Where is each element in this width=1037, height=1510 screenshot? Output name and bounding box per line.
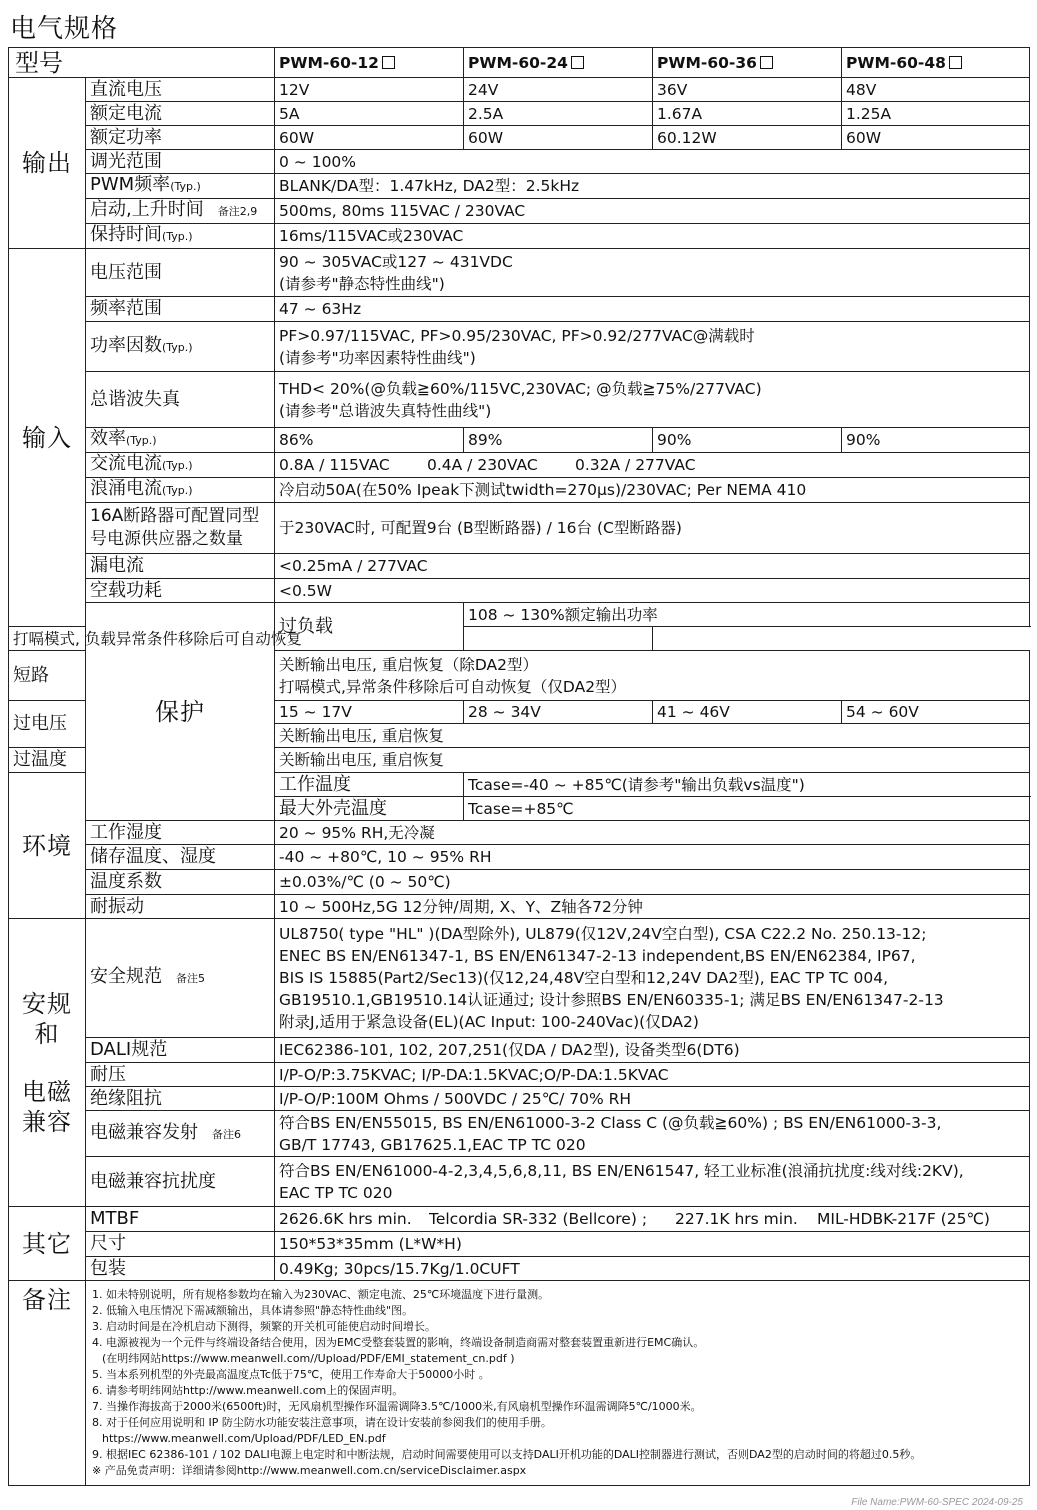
row-label: 工作温度 bbox=[275, 773, 464, 797]
value-cell: 36V bbox=[653, 78, 842, 102]
value-cell: 90 ~ 305VAC或127 ~ 431VDC (请参考"静态特性曲线") bbox=[275, 249, 1030, 297]
model-cell: PWM-60-36 bbox=[653, 48, 842, 78]
value-cell: 60W bbox=[842, 126, 1030, 150]
value-cell: <0.25mA / 277VAC bbox=[275, 554, 1030, 579]
value-cell: 20 ~ 95% RH,无冷凝 bbox=[275, 821, 1030, 845]
page-title: 电气规格 bbox=[10, 14, 119, 44]
spec-table bbox=[8, 47, 1030, 1486]
row-label: 过温度 bbox=[9, 748, 86, 773]
notes-list bbox=[86, 1281, 1030, 1486]
row-label: 储存温度、湿度 bbox=[86, 845, 275, 870]
value-cell: BLANK/DA型：1.47kHz, DA2型：2.5kHz bbox=[275, 174, 1030, 199]
value-cell: 86% bbox=[275, 428, 464, 453]
row-label: 直流电压 bbox=[86, 78, 275, 102]
value-cell: 48V bbox=[842, 78, 1030, 102]
row-label: PWM频率(Typ.) bbox=[86, 174, 275, 199]
value-cell: ±0.03%/℃ (0 ~ 50℃) bbox=[275, 870, 1030, 895]
value-cell: 关断输出电压, 重启恢复 bbox=[275, 724, 1030, 748]
section-output: 输出 bbox=[9, 78, 86, 249]
section-environment: 环境 bbox=[9, 773, 86, 919]
value-cell: 28 ~ 34V bbox=[464, 701, 653, 724]
row-label: 工作湿度 bbox=[86, 821, 275, 845]
row-label: DALI规范 bbox=[86, 1038, 275, 1063]
value-cell: 150*53*35mm (L*W*H) bbox=[275, 1232, 1030, 1257]
note-item: ※ 产品免责声明：详细请参阅http://www.meanwell.com.cn/serviceDisclaimer.aspx bbox=[92, 1464, 527, 1477]
value-cell: 41 ~ 46V bbox=[653, 701, 842, 724]
value-cell: 于230VAC时, 可配置9台 (B型断路器) / 16台 (C型断路器) bbox=[275, 503, 1030, 554]
row-label: 浪涌电流(Typ.) bbox=[86, 478, 275, 503]
value-cell: 2.5A bbox=[464, 102, 653, 126]
value-cell: I/P-O/P:100M Ohms / 500VDC / 25℃/ 70% RH bbox=[275, 1087, 1030, 1111]
checkbox-icon bbox=[571, 56, 584, 69]
section-input: 输入 bbox=[9, 249, 86, 627]
note-item: 4. 电源被视为一个元件与终端设备结合使用，因为EMC受整套装置的影响，终端设备制造商需对整套装置重新进行EMC确认。 bbox=[92, 1336, 705, 1349]
value-cell: 冷启动50A(在50% Ipeak下测试twidth=270μs)/230VAC; Per NEMA 410 bbox=[275, 478, 1030, 503]
model-cell: PWM-60-24 bbox=[464, 48, 653, 78]
value-cell: 60.12W bbox=[653, 126, 842, 150]
row-label: 安全规范 备注5 bbox=[86, 919, 275, 1038]
value-cell: 12V bbox=[275, 78, 464, 102]
note-item: https://www.meanwell.com/Upload/PDF/LED_EN.pdf bbox=[102, 1432, 386, 1445]
value-cell: 5A bbox=[275, 102, 464, 126]
row-label: 额定电流 bbox=[86, 102, 275, 126]
note-item: 6. 请参考明纬网站http://www.meanwell.com上的保固声明。 bbox=[92, 1384, 404, 1397]
section-protection: 保护 bbox=[86, 603, 275, 821]
row-label: 电磁兼容抗扰度 bbox=[86, 1157, 275, 1207]
row-label: 温度系数 bbox=[86, 870, 275, 895]
section-safety-emc: 安规 和 电磁 兼容 bbox=[9, 919, 86, 1207]
value-cell: THD< 20%(@负载≧60%/115VC,230VAC; @负载≧75%/277VAC) (请参考"总谐波失真特性曲线") bbox=[275, 372, 1030, 428]
value-cell: 0.49Kg; 30pcs/15.7Kg/1.0CUFT bbox=[275, 1257, 1030, 1281]
row-label: 电磁兼容发射 备注6 bbox=[86, 1111, 275, 1157]
note-item: 9. 根据IEC 62386-101 / 102 DALI电源上电定时和中断法规，启动时间需要使用可以支持DALI开机功能的DALI控制器进行测试，否则DA2型的启动时间的将超过0.5秒。 bbox=[92, 1448, 922, 1461]
section-notes: 备注 bbox=[9, 1281, 86, 1486]
row-label: 16A断路器可配置同型 号电源供应器之数量 bbox=[86, 503, 275, 554]
note-item: 8. 对于任何应用说明和 IP 防尘防水功能安装注意事项，请在设计安装前参阅我们的使用手册。 bbox=[92, 1416, 552, 1429]
value-cell: 关断输出电压, 重启恢复（除DA2型） 打嗝模式,异常条件移除后可自动恢复（仅DA2型） bbox=[275, 651, 1030, 701]
model-row bbox=[9, 48, 1030, 78]
note-item: 5. 当本系列机型的外壳最高温度点Tc低于75℃，使用工作寿命大于50000小时 。 bbox=[92, 1368, 490, 1381]
value-cell: 10 ~ 500Hz,5G 12分钟/周期, X、Y、Z轴各72分钟 bbox=[275, 895, 1030, 919]
note-item: (在明纬网站https://www.meanwell.com//Upload/PDF/EMI_statement_cn.pdf ) bbox=[102, 1352, 515, 1365]
value-cell: 关断输出电压, 重启恢复 bbox=[275, 748, 1030, 773]
row-label: 电压范围 bbox=[86, 249, 275, 297]
value-cell: 0 ~ 100% bbox=[275, 150, 1030, 174]
row-label: 包装 bbox=[86, 1257, 275, 1281]
row-label: 耐振动 bbox=[86, 895, 275, 919]
row-label: 额定功率 bbox=[86, 126, 275, 150]
value-cell: 1.25A bbox=[842, 102, 1030, 126]
value-cell: IEC62386-101, 102, 207,251(仅DA / DA2型), 设备类型6(DT6) bbox=[275, 1038, 1030, 1063]
row-label: 调光范围 bbox=[86, 150, 275, 174]
value-cell: Tcase=+85℃ bbox=[464, 797, 1030, 821]
note-item: 2. 低输入电压情况下需减额输出，具体请参照"静态特性曲线"图。 bbox=[92, 1304, 414, 1317]
checkbox-icon bbox=[760, 56, 773, 69]
value-cell: 24V bbox=[464, 78, 653, 102]
model-cell: PWM-60-12 bbox=[275, 48, 464, 78]
value-cell: 2626.6K hrs min. Telcordia SR-332 (Bellcore) ; 227.1K hrs min. MIL-HDBK-217F (25℃) bbox=[275, 1207, 1030, 1232]
value-cell: 16ms/115VAC或230VAC bbox=[275, 224, 1030, 249]
checkbox-icon bbox=[382, 56, 395, 69]
value-cell: <0.5W bbox=[275, 579, 1030, 603]
value-cell: 60W bbox=[275, 126, 464, 150]
row-label: 耐压 bbox=[86, 1063, 275, 1087]
row-label: 启动,上升时间 备注2,9 bbox=[86, 199, 275, 224]
row-label: 交流电流(Typ.) bbox=[86, 453, 275, 478]
note-item: 7. 当操作海拔高于2000米(6500ft)时，无风扇机型操作环温需调降3.5℃/1000米,有风扇机型操作环温需调降5℃/1000米。 bbox=[92, 1400, 702, 1413]
value-cell: 108 ~ 130%额定输出功率 bbox=[464, 603, 1030, 627]
value-cell: 符合BS EN/EN55015, BS EN/EN61000-3-2 Class C (@负载≧60%) ; BS EN/EN61000-3-3, GB/T 17743, GB17625.1,EAC TP TC 020 bbox=[275, 1111, 1030, 1157]
row-label: 保持时间(Typ.) bbox=[86, 224, 275, 249]
model-cell: PWM-60-48 bbox=[842, 48, 1030, 78]
row-label: MTBF bbox=[86, 1207, 275, 1232]
value-cell: 15 ~ 17V bbox=[275, 701, 464, 724]
value-cell: 90% bbox=[842, 428, 1030, 453]
row-label: 尺寸 bbox=[86, 1232, 275, 1257]
value-cell: 89% bbox=[464, 428, 653, 453]
value-cell: PF>0.97/115VAC, PF>0.95/230VAC, PF>0.92/277VAC@满载时 (请参考"功率因素特性曲线") bbox=[275, 322, 1030, 372]
footer-filename: File Name:PWM-60-SPEC 2024-09-25 bbox=[851, 1497, 1023, 1508]
value-cell: 90% bbox=[653, 428, 842, 453]
row-label: 效率(Typ.) bbox=[86, 428, 275, 453]
value-cell: 打嗝模式, 负载异常条件移除后可自动恢复 bbox=[9, 627, 653, 651]
value-cell: 60W bbox=[464, 126, 653, 150]
row-label: 总谐波失真 bbox=[86, 372, 275, 428]
row-label: 空载功耗 bbox=[86, 579, 275, 603]
row-label: 过电压 bbox=[9, 701, 86, 748]
row-label: 过负载 bbox=[275, 603, 464, 651]
row-label: 绝缘阻抗 bbox=[86, 1087, 275, 1111]
value-cell: I/P-O/P:3.75KVAC; I/P-DA:1.5KVAC;O/P-DA:1.5KVAC bbox=[275, 1063, 1030, 1087]
row-label: 短路 bbox=[9, 651, 86, 701]
value-cell: 0.8A / 115VAC 0.4A / 230VAC 0.32A / 277VAC bbox=[275, 453, 1030, 478]
row-label: 最大外壳温度 bbox=[275, 797, 464, 821]
value-cell: 500ms, 80ms 115VAC / 230VAC bbox=[275, 199, 1030, 224]
checkbox-icon bbox=[949, 56, 962, 69]
value-cell: 1.67A bbox=[653, 102, 842, 126]
row-label: 功率因数(Typ.) bbox=[86, 322, 275, 372]
row-label: 漏电流 bbox=[86, 554, 275, 579]
value-cell: Tcase=-40 ~ +85℃(请参考"输出负载vs温度") bbox=[464, 773, 1030, 797]
value-cell: 47 ~ 63Hz bbox=[275, 297, 1030, 322]
value-cell: 符合BS EN/EN61000-4-2,3,4,5,6,8,11, BS EN/EN61547, 轻工业标准(浪涌抗扰度:线对线:2KV), EAC TP TC 020 bbox=[275, 1157, 1030, 1207]
note-item: 1. 如未特别说明，所有规格参数均在输入为230VAC、额定电流、25℃环境温度下进行量测。 bbox=[92, 1288, 550, 1301]
row-label: 频率范围 bbox=[86, 297, 275, 322]
value-cell: UL8750( type "HL" )(DA型除外), UL879(仅12V,24V空白型), CSA C22.2 No. 250.13-12; ENEC BS EN/EN61347-1, BS EN/EN61347-2-13 independent,BS EN/EN62384, IP67, BIS IS 15885(Part2/Sec13)(仅12,24,48V空白型和12,24V DA2型), EAC TP TC 004, GB19510.1,GB19510.14认证通过; 设计参照BS EN/EN60335-1; 满足BS EN/EN61347-2-13 附录J,适用于紧急设备(EL)(AC Input: 100-240Vac)(仅DA2) bbox=[275, 919, 1030, 1038]
section-others: 其它 bbox=[9, 1207, 86, 1281]
value-cell: 54 ~ 60V bbox=[842, 701, 1030, 724]
value-cell: -40 ~ +80℃, 10 ~ 95% RH bbox=[275, 845, 1030, 870]
note-item: 3. 启动时间是在冷机启动下测得，频繁的开关机可能使启动时间增长。 bbox=[92, 1320, 436, 1333]
model-label: 型号 bbox=[9, 48, 275, 78]
